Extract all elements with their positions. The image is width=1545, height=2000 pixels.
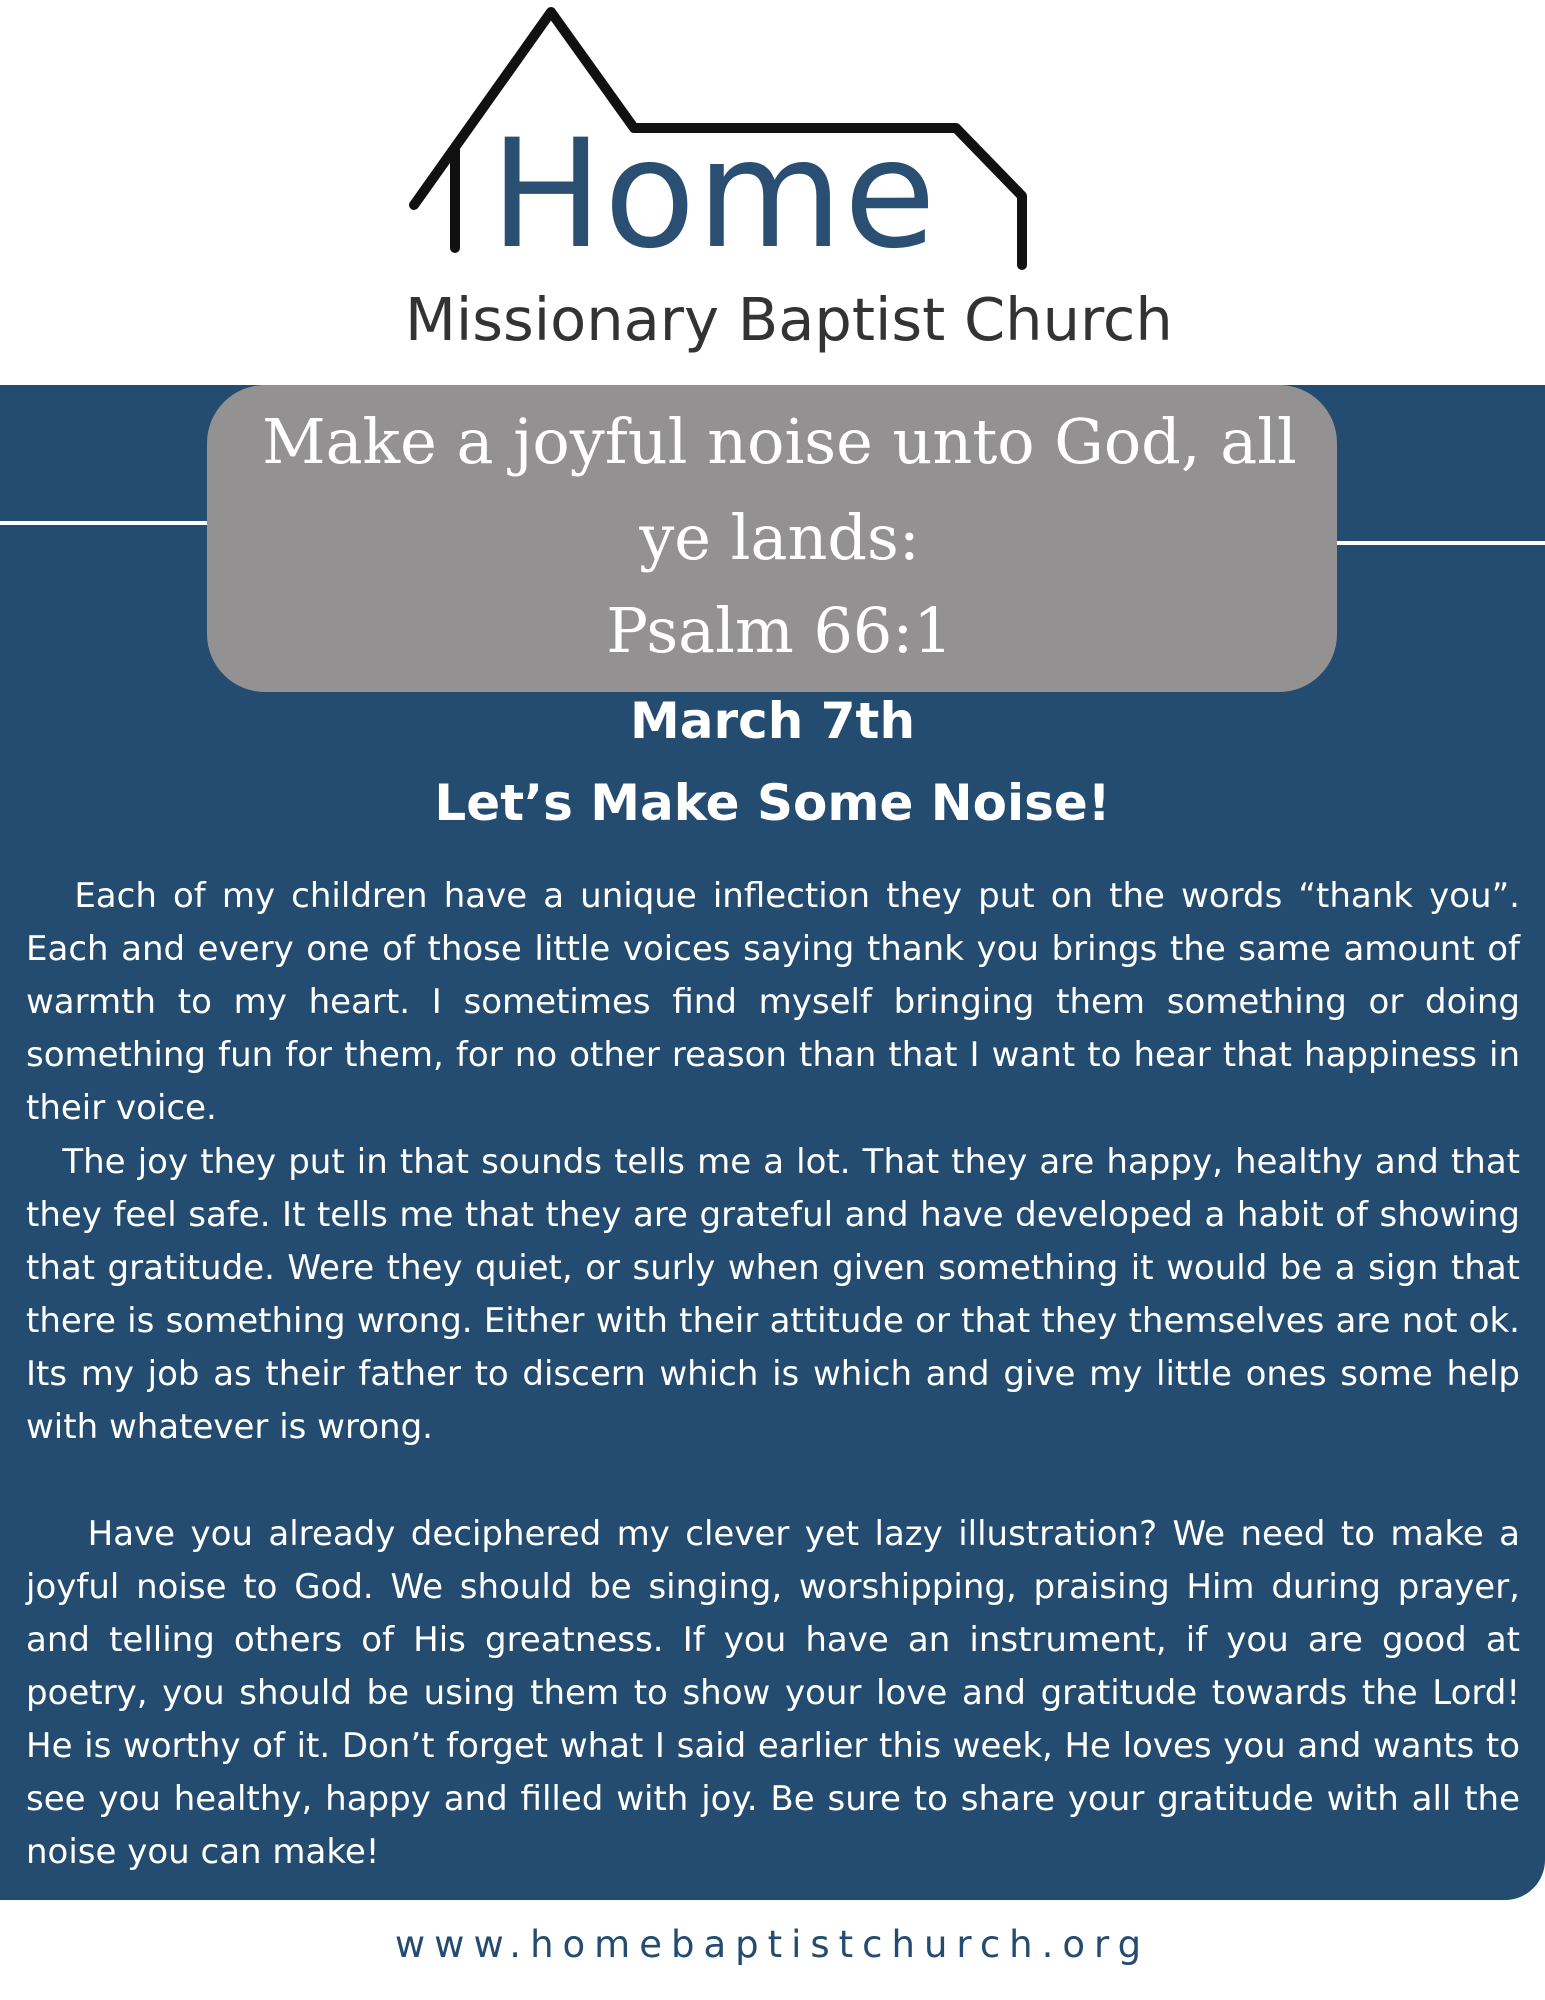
- devotional-title: Let’s Make Some Noise!: [434, 774, 1111, 832]
- paragraph-1-text: Each of my children have a unique inflection they put on the words “thank you”. Each and every one of those little voices saying thank you brings the same amount of warmth to my heart. I sometimes find myself bringing them something or doing something fun for them, for no other reason than that I want to hear that happiness in their voice.: [26, 876, 1520, 1128]
- paragraph-3: [26, 1508, 1520, 1879]
- logo-title: Home: [490, 108, 937, 282]
- verse-reference: Psalm 66:1: [606, 594, 953, 667]
- paragraph-1: [26, 870, 1520, 1135]
- paragraph-3-text: Have you already deciphered my clever yet lazy illustration? We need to make a joyful noise to God. We should be singing, worshipping, praising Him during prayer, and telling others of His greatness. If you have an instrument, if you are good at poetry, you should be using them to show your love and gratitude towards the Lord! He is worthy of it. Don’t forget what I said earlier this week, He loves you and wants to see you healthy, happy and filled with joy. Be sure to share your gratitude with all the noise you can make!: [26, 1514, 1521, 1872]
- footer-url[interactable]: www.homebaptistchurch.org: [394, 1923, 1151, 1966]
- paragraph-2: [26, 1136, 1520, 1454]
- devotional-date: March 7th: [629, 692, 916, 750]
- logo-subtitle: Missionary Baptist Church: [405, 285, 1173, 354]
- verse-line-1: Make a joyful noise unto God, all: [262, 405, 1297, 478]
- divider-left: [0, 521, 210, 525]
- header: [0, 0, 1545, 385]
- divider-right: [1335, 541, 1545, 545]
- verse-line-2: ye lands:: [639, 501, 920, 574]
- paragraph-2-text: The joy they put in that sounds tells me a lot. That they are happy, healthy and that they feel safe. It tells me that they are grateful and have developed a habit of showing that gratitude. Were they quiet, or surly when given something it would be a sign that there is something wrong. Either with their attitude or that they themselves are not ok. Its my job as their father to discern which is which and give my little ones some help with whatever is wrong.: [26, 1142, 1520, 1447]
